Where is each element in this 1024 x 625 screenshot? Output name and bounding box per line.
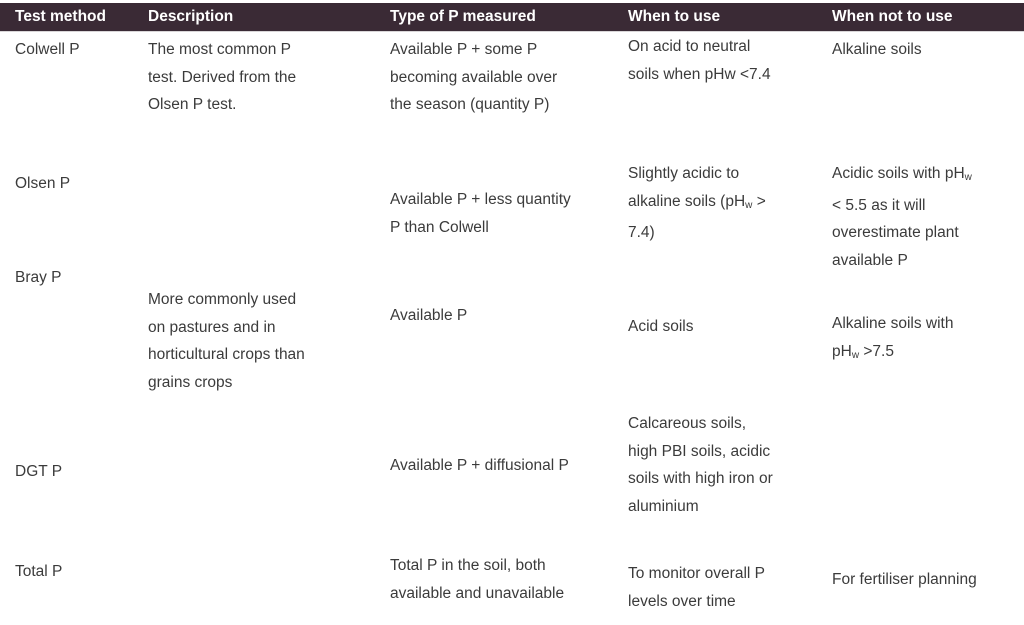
text-line: Calcareous soils,	[628, 415, 747, 432]
cell-when-not-total	[832, 566, 977, 594]
table-header-row	[0, 3, 1024, 32]
text-line	[832, 338, 953, 370]
cell-type-bray	[390, 302, 467, 330]
text-line: on pastures and in	[148, 318, 276, 336]
text-line: P than Colwell	[390, 218, 489, 236]
column-header-when-not-to-use: When not to use	[832, 8, 953, 25]
text-line: Available P + diffusional P	[390, 457, 569, 474]
text-fragment: Acidic soils with pH	[832, 165, 965, 182]
text-line: The most common P	[148, 41, 291, 58]
text-fragment: alkaline soils (pH	[628, 192, 746, 210]
cell-type-colwell	[390, 36, 557, 119]
subscript-w: w	[964, 172, 972, 183]
cell-method-colwell: Colwell P	[15, 41, 80, 58]
column-header-description: Description	[148, 8, 234, 25]
text-line: Olsen P test.	[148, 96, 237, 113]
text-line: 7.4)	[628, 224, 655, 241]
cell-type-olsen	[390, 186, 571, 241]
text-line: high PBI soils, acidic	[628, 442, 771, 460]
text-line: To monitor overall P	[628, 565, 765, 582]
subscript-w: w	[745, 199, 753, 211]
text-line: the season (quantity P)	[390, 96, 550, 113]
text-line: On acid to neutral	[628, 38, 751, 55]
text-line: overestimate plant	[832, 224, 959, 241]
text-fragment: pH	[832, 342, 852, 360]
text-line: Available P + some P	[390, 41, 538, 58]
text-line: grains crops	[148, 373, 233, 391]
text-line: available and unavailable	[390, 584, 565, 602]
cell-when-not-bray	[832, 310, 953, 369]
cell-when-total	[628, 560, 765, 615]
text-line: aluminium	[628, 497, 699, 515]
text-line: horticultural crops than	[148, 346, 305, 363]
cell-description-colwell	[148, 36, 296, 119]
text-line: soils when pHw <7.4	[628, 65, 771, 83]
cell-type-dgt	[390, 452, 569, 480]
cell-method-total: Total P	[15, 563, 63, 580]
text-line	[832, 160, 972, 192]
subscript-w: w	[851, 349, 860, 361]
text-fragment: >7.5	[859, 342, 894, 360]
cell-type-total	[390, 552, 564, 607]
cell-method-olsen: Olsen P	[15, 175, 71, 192]
text-line: Alkaline soils with	[832, 315, 954, 332]
text-line: test. Derived from the	[148, 68, 297, 86]
text-line: available P	[832, 251, 908, 269]
text-line: < 5.5 as it will	[832, 196, 926, 214]
cell-description-bray	[148, 286, 305, 396]
cell-when-bray	[628, 313, 693, 341]
text-fragment: >	[752, 192, 766, 210]
text-line: Total P in the soil, both	[390, 557, 546, 574]
text-line	[628, 188, 766, 220]
text-line: Acid soils	[628, 318, 694, 335]
text-line: becoming available over	[390, 68, 558, 86]
text-line: levels over time	[628, 592, 736, 610]
text-line: Alkaline soils	[832, 41, 922, 58]
cell-method-bray: Bray P	[15, 269, 62, 286]
column-header-when-to-use: When to use	[628, 8, 721, 25]
column-header-test-method: Test method	[15, 8, 106, 25]
text-line: For fertiliser planning	[832, 571, 977, 588]
cell-when-not-olsen	[832, 160, 972, 274]
cell-method-dgt: DGT P	[15, 463, 63, 480]
cell-when-dgt	[628, 410, 773, 520]
text-line: soils with high iron or	[628, 470, 773, 487]
cell-when-colwell	[628, 33, 771, 88]
cell-when-not-colwell	[832, 36, 922, 64]
text-line: Slightly acidic to	[628, 165, 740, 182]
text-line: Available P	[390, 307, 468, 324]
text-line: More commonly used	[148, 291, 297, 308]
cell-when-olsen	[628, 160, 766, 247]
column-header-type-of-p: Type of P measured	[390, 8, 536, 25]
text-line: Available P + less quantity	[390, 191, 571, 208]
